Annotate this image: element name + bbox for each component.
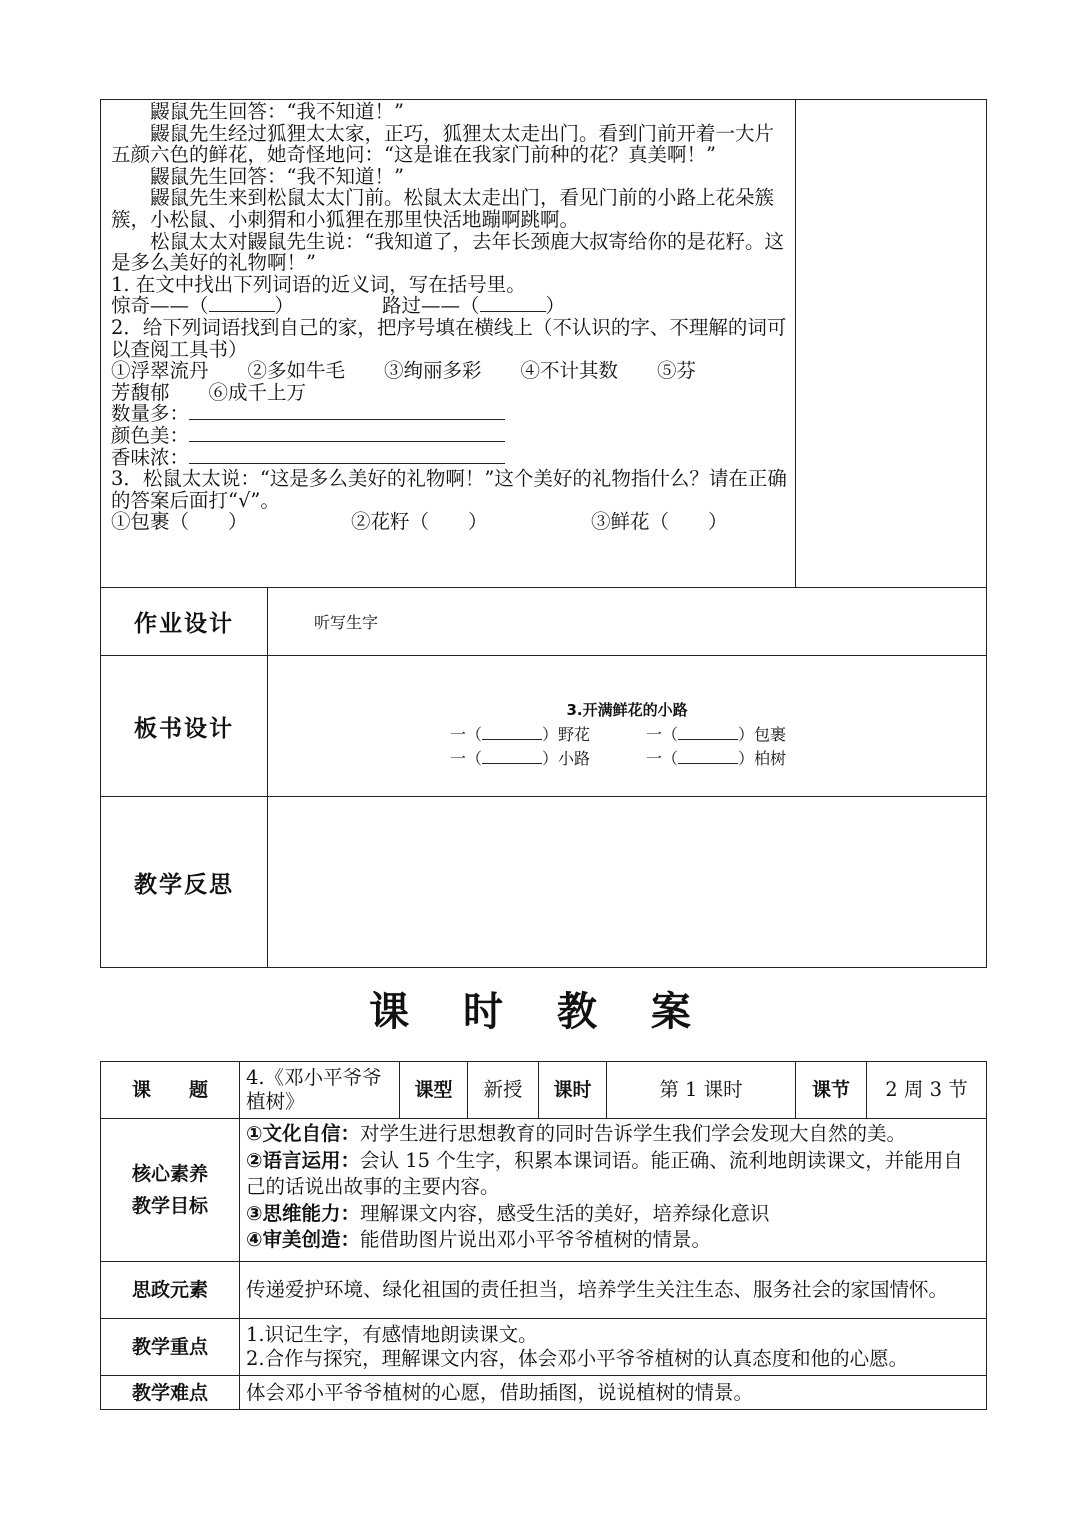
page-title: 课 时 教 案 <box>369 989 711 1035</box>
reading-line: 鼹鼠先生回答：“我不知道！” <box>150 100 404 123</box>
homework-content: 听写生字 <box>268 588 987 656</box>
ideology-label: 思政元素 <box>101 1262 240 1319</box>
answer-line[interactable] <box>189 447 505 464</box>
goal-item: ①文化自信：对学生进行思想教育的同时告诉学生我们学会发现大自然的美。 <box>246 1122 907 1145</box>
key-points-label: 教学重点 <box>101 1319 240 1376</box>
board-title: 3.开满鲜花的小路 <box>566 701 688 719</box>
goals-content <box>240 1119 987 1262</box>
question-2: 2．给下列词语找到自己的家，把序号填在横线上（不认识的字、不理解的词可以查阅工具书） <box>111 315 787 361</box>
answer-blank[interactable] <box>480 297 546 312</box>
reading-passage-cell <box>101 100 796 588</box>
type-value: 新授 <box>468 1062 539 1119</box>
type-label: 课型 <box>400 1062 468 1119</box>
homework-label: 作业设计 <box>101 588 268 656</box>
goals-label: 核心素养 教学目标 <box>101 1119 240 1262</box>
lesson-plan-table <box>100 1061 987 1410</box>
reading-line: 鼹鼠先生经过狐狸太太家，正巧，狐狸太太走出门。看到门前开着一大片五颜六色的鲜花，她奇怪地问：“这是谁在我家门前种的花？真美啊！” <box>111 121 775 167</box>
reflection-content[interactable] <box>268 797 987 968</box>
goal-item: ④审美创造：能借助图片说出邓小平爷爷植树的情景。 <box>246 1228 712 1251</box>
goal-item: ③思维能力：理解课文内容，感受生活的美好，培养绿化意识 <box>246 1201 770 1225</box>
board-row: 一（ ）野花 一（ ）包裹 <box>450 725 787 744</box>
answer-line[interactable] <box>189 403 505 420</box>
notes-column <box>796 100 987 588</box>
question-3: 3．松鼠太太说：“这是多么美好的礼物啊！”这个美好的礼物指什么？请在正确的答案后面打“√”。 <box>111 467 787 512</box>
lesson-continuation-table <box>100 99 987 968</box>
fill-line-color: 颜色美： <box>111 425 787 447</box>
option-seeds[interactable]: ②花籽（ ） <box>351 510 488 534</box>
goal-item: ②语言运用：会认 15 个生字，积累本课词语。能正确、流利地朗读课文，并能用自己的话说出故事的主要内容。 <box>246 1148 963 1198</box>
ideology-content: 传递爱护环境、绿化祖国的责任担当，培养学生关注生态、服务社会的家国情怀。 <box>240 1262 987 1319</box>
key-points-content <box>240 1319 987 1376</box>
answer-line[interactable] <box>189 425 505 442</box>
key-point: 2.合作与探究，理解课文内容，体会邓小平爷爷植树的认真态度和他的心愿。 <box>246 1347 909 1370</box>
section-label: 课节 <box>796 1062 867 1119</box>
board-design-cell <box>268 656 987 797</box>
key-point: 1.识记生字，有感情地朗读课文。 <box>246 1323 538 1346</box>
question-1: 1. 在文中找出下列词语的近义词，写在括号里。 <box>111 272 526 296</box>
board-label: 板书设计 <box>101 656 268 797</box>
option-flowers[interactable]: ③鲜花（ ） <box>591 510 728 534</box>
question-2-options: 芳馥郁 ⑥成千上万 <box>111 380 307 404</box>
difficulty-content: 体会邓小平爷爷植树的心愿，借助插图，说说植树的情景。 <box>240 1376 987 1410</box>
difficulty-label: 教学难点 <box>101 1376 240 1410</box>
question-2-options: ①浮翠流丹 ②多如牛毛 ③绚丽多彩 ④不计其数 ⑤芬 <box>111 359 697 383</box>
reading-line: 鼹鼠先生来到松鼠太太门前。松鼠太太走出门，看见门前的小路上花朵簇簇，小松鼠、小刺猬和小狐狸在那里快活地蹦啊跳啊。 <box>111 186 775 231</box>
question-1-blanks: 惊奇——（ ） 路过——（ ） <box>111 294 566 318</box>
reflection-label: 教学反思 <box>101 797 268 968</box>
period-value: 第 1 课时 <box>607 1062 796 1119</box>
topic-value: 4.《邓小平爷爷植树》 <box>240 1062 400 1119</box>
question-3-options <box>111 511 787 533</box>
section-value: 2 周 3 节 <box>867 1062 987 1119</box>
reading-line: 鼹鼠先生回答：“我不知道！” <box>150 164 404 188</box>
option-package[interactable]: ①包裹（ ） <box>111 510 248 534</box>
topic-label: 课 题 <box>101 1062 240 1119</box>
fill-line-fragrance: 香味浓： <box>111 447 787 469</box>
board-row: 一（ ）小路 一（ ）柏树 <box>450 749 787 768</box>
reading-line: 松鼠太太对鼹鼠先生说：“我知道了，去年长颈鹿大叔寄给你的是花籽。这是多么美好的礼物啊！” <box>111 229 784 275</box>
fill-line-quantity: 数量多： <box>111 403 787 425</box>
answer-blank[interactable] <box>209 297 275 312</box>
period-label: 课时 <box>539 1062 607 1119</box>
